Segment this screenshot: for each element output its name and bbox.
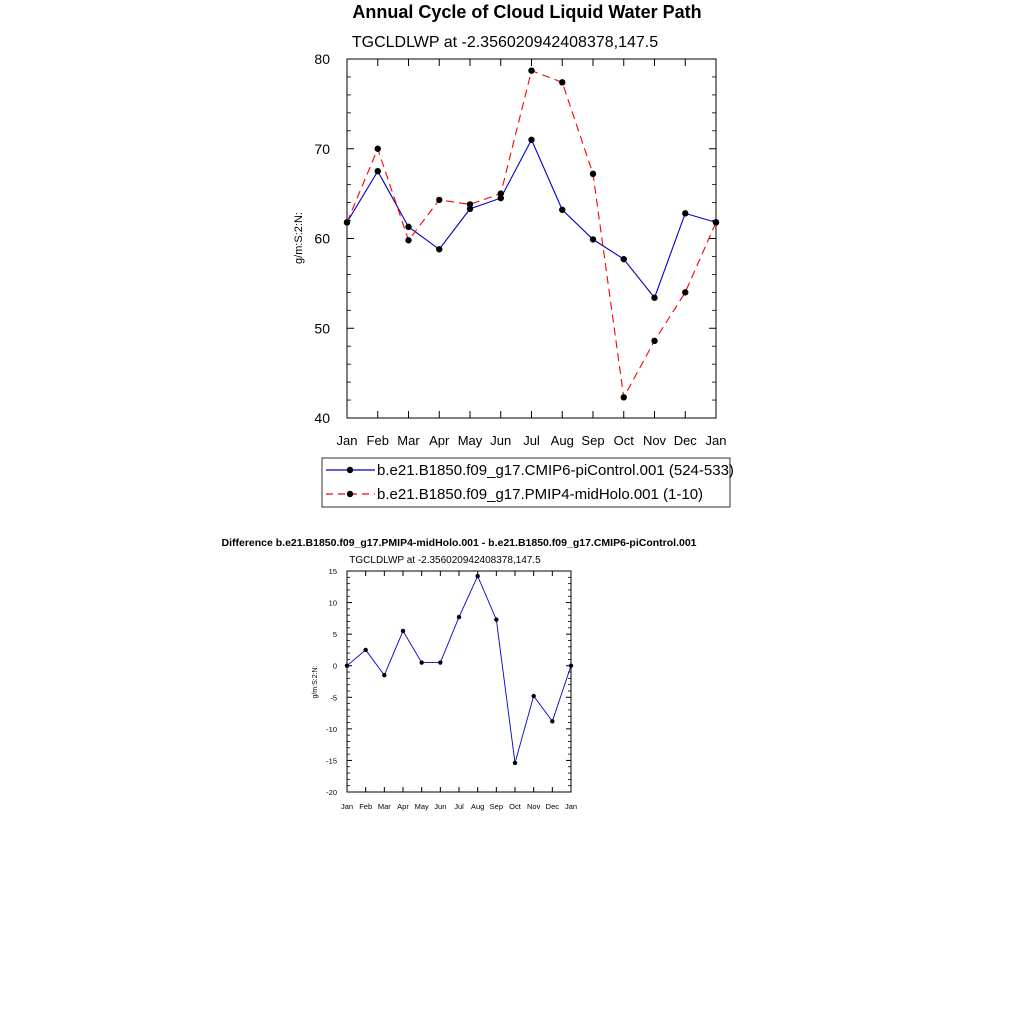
y-tick-label: 60 bbox=[314, 230, 330, 247]
data-point bbox=[528, 67, 534, 73]
data-point bbox=[498, 190, 504, 196]
diff-plot-frame bbox=[347, 571, 571, 792]
x-tick-label: Mar bbox=[377, 802, 391, 811]
x-tick-label: Oct bbox=[509, 802, 521, 811]
x-tick-label: Jan bbox=[340, 802, 354, 811]
x-tick-label: Jan bbox=[705, 433, 727, 448]
data-point bbox=[494, 617, 498, 621]
diff-chart-title: Difference b.e21.B1850.f09_g17.PMIP4-midHolo.001 - b.e21.B1850.f09_g17.CMIP6-piControl.001 bbox=[221, 537, 697, 549]
data-point bbox=[419, 660, 423, 664]
y-tick-label: 10 bbox=[328, 598, 337, 608]
y-tick-label: 80 bbox=[314, 51, 330, 67]
data-point bbox=[590, 236, 596, 242]
data-point bbox=[457, 615, 461, 619]
data-point bbox=[438, 660, 442, 664]
data-point bbox=[401, 629, 405, 633]
legend-label-picontrol: b.e21.B1850.f09_g17.CMIP6-piControl.001 (524-533) bbox=[377, 462, 734, 479]
series-group bbox=[344, 67, 719, 400]
x-tick-label: May bbox=[414, 802, 429, 811]
y-tick-label: -5 bbox=[330, 693, 337, 703]
data-point bbox=[651, 338, 657, 344]
data-point bbox=[682, 289, 688, 295]
diff-x-tick-labels bbox=[341, 802, 577, 811]
data-point bbox=[436, 197, 442, 203]
x-tick-labels bbox=[337, 433, 727, 448]
x-tick-label: Aug bbox=[550, 433, 574, 448]
x-tick-label: Apr bbox=[397, 802, 409, 811]
data-point bbox=[375, 146, 381, 152]
y-tick-label: 40 bbox=[314, 410, 330, 426]
x-tick-label: Apr bbox=[429, 433, 450, 448]
x-tick-label: Mar bbox=[397, 433, 420, 448]
y-tick-label: -20 bbox=[326, 788, 337, 797]
data-point bbox=[559, 207, 565, 213]
diff-series-group bbox=[345, 574, 573, 765]
x-tick-label: Jul bbox=[454, 802, 464, 811]
y-tick-label: -15 bbox=[326, 756, 337, 766]
data-point bbox=[344, 219, 350, 225]
legend-marker-picontrol bbox=[347, 467, 353, 473]
data-point bbox=[345, 664, 349, 668]
x-tick-label: May bbox=[457, 433, 483, 448]
x-tick-label: Feb bbox=[359, 802, 373, 811]
series-line-1 bbox=[347, 71, 716, 398]
y-axis-label: g/m:S:2:N: bbox=[293, 212, 305, 264]
data-point bbox=[621, 394, 627, 400]
data-point bbox=[531, 694, 535, 698]
legend bbox=[322, 458, 734, 507]
x-tick-label: Sep bbox=[489, 802, 504, 811]
x-tick-label: Aug bbox=[470, 802, 485, 811]
x-tick-label: Dec bbox=[673, 433, 697, 448]
data-point bbox=[375, 168, 381, 174]
x-tick-label: Oct bbox=[613, 433, 634, 448]
series-line-0 bbox=[347, 576, 571, 763]
data-point bbox=[467, 201, 473, 207]
data-point bbox=[682, 210, 688, 216]
plot-frame bbox=[347, 59, 716, 418]
x-tick-label: Jun bbox=[434, 802, 447, 811]
data-point bbox=[475, 574, 479, 578]
data-point bbox=[590, 171, 596, 177]
data-point bbox=[405, 237, 411, 243]
diff-axis-ticks bbox=[347, 571, 571, 792]
x-tick-label: Sep bbox=[581, 433, 605, 448]
data-point bbox=[550, 719, 554, 723]
data-point bbox=[713, 219, 719, 225]
legend-marker-midholo bbox=[347, 491, 353, 497]
y-tick-label: 5 bbox=[332, 630, 337, 640]
y-tick-label: 70 bbox=[314, 140, 330, 157]
y-tick-label: 0 bbox=[332, 661, 337, 671]
difference-chart bbox=[221, 537, 696, 811]
data-point bbox=[513, 761, 517, 765]
annual-cycle-chart bbox=[293, 2, 734, 507]
x-tick-label: Nov bbox=[642, 433, 667, 448]
y-tick-label: -10 bbox=[326, 724, 337, 734]
diff-chart-subtitle: TGCLDLWP at -2.356020942408378,147.5 bbox=[349, 555, 541, 566]
x-tick-label: Feb bbox=[366, 433, 389, 448]
data-point bbox=[621, 256, 627, 262]
series-line-0 bbox=[347, 140, 716, 298]
chart-subtitle: TGCLDLWP at -2.356020942408378,147.5 bbox=[351, 34, 659, 51]
data-point bbox=[569, 664, 573, 668]
x-tick-label: Jan bbox=[336, 433, 358, 448]
x-tick-label: Nov bbox=[526, 802, 541, 811]
x-tick-label: Dec bbox=[545, 802, 560, 811]
chart-title: Annual Cycle of Cloud Liquid Water Path bbox=[352, 2, 702, 22]
axis-ticks bbox=[347, 59, 716, 418]
y-tick-label: 50 bbox=[314, 320, 330, 337]
y-tick-label: 15 bbox=[328, 567, 337, 576]
data-point bbox=[382, 673, 386, 677]
data-point bbox=[528, 137, 534, 143]
diff-y-axis-label: g/m:S:2:N: bbox=[312, 665, 319, 699]
diff-y-tick-labels bbox=[326, 567, 337, 797]
x-tick-label: Jan bbox=[564, 802, 578, 811]
legend-label-midholo: b.e21.B1850.f09_g17.PMIP4-midHolo.001 (1-10) bbox=[377, 486, 704, 503]
x-tick-label: Jul bbox=[523, 433, 540, 448]
data-point bbox=[363, 648, 367, 652]
data-point bbox=[559, 79, 565, 85]
data-point bbox=[651, 295, 657, 301]
data-point bbox=[436, 246, 442, 252]
y-tick-labels bbox=[314, 51, 330, 426]
data-point bbox=[405, 224, 411, 230]
x-tick-label: Jun bbox=[490, 433, 512, 448]
